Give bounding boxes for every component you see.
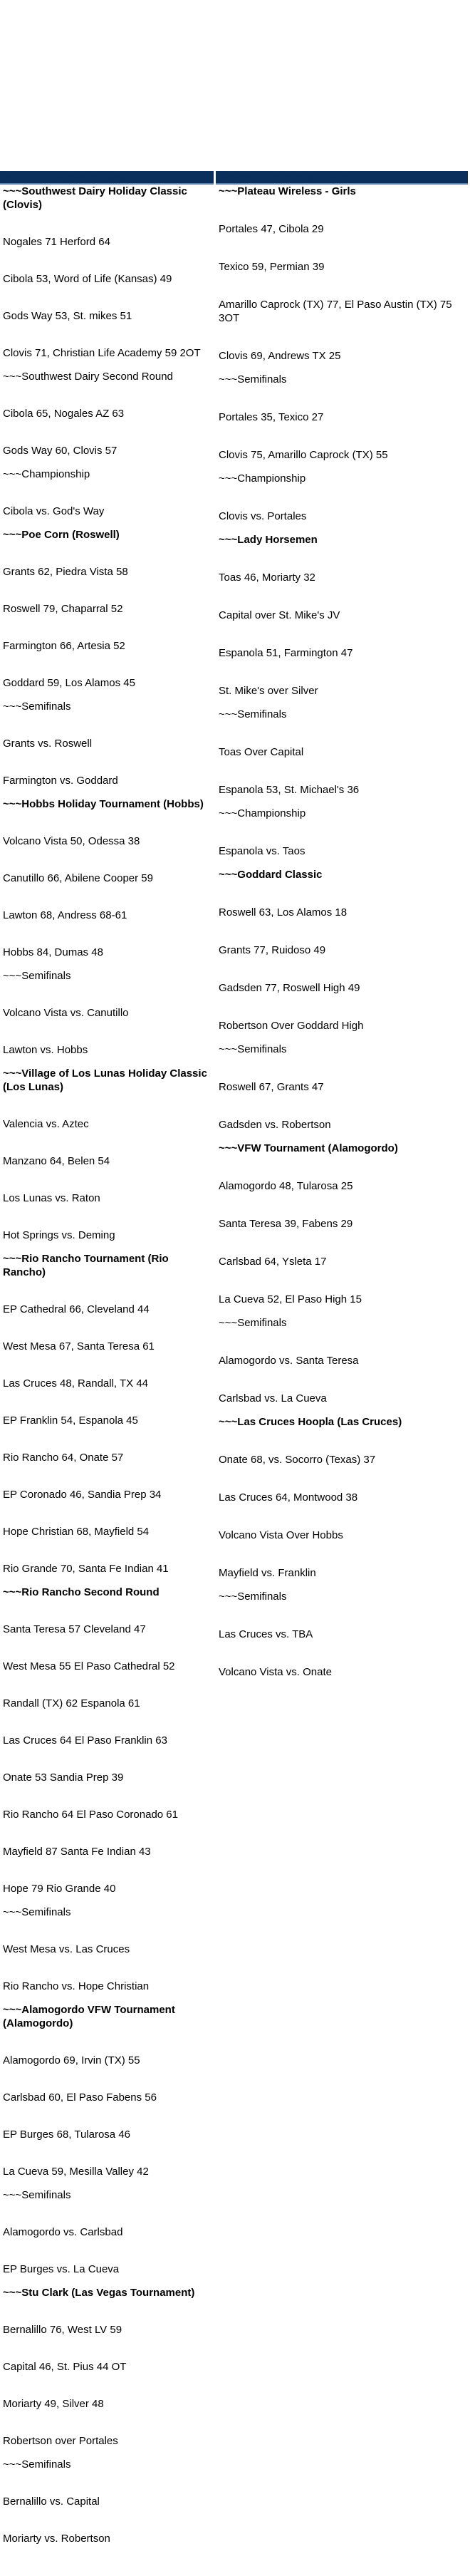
game-result: Hope Christian 68, Mayfield 54 <box>3 1526 150 1538</box>
game-result: EP Cathedral 66, Cleveland 44 <box>3 1303 150 1315</box>
tournament-heading: ~~~Hobbs Holiday Tournament (Hobbs) <box>3 798 204 810</box>
tournament-heading: ~~~Las Cruces Hoopla (Las Cruces) <box>219 1416 402 1428</box>
game-result: Texico 59, Permian 39 <box>219 261 325 273</box>
game-result: Gadsden vs. Robertson <box>219 1119 331 1131</box>
game-result: Roswell 79, Chaparral 52 <box>3 603 123 615</box>
game-result: Rio Grande 70, Santa Fe Indian 41 <box>3 1563 169 1575</box>
game-result: Volcano Vista Over Hobbs <box>219 1529 343 1541</box>
round-heading: ~~~Semifinals <box>3 1906 71 1918</box>
girls-column-header: Girls Holiday Tournament Updates <box>216 171 468 185</box>
game-result: Gadsden 77, Roswell High 49 <box>219 982 360 994</box>
game-result: La Cueva 59, Mesilla Valley 42 <box>3 2166 149 2178</box>
game-result: Rio Rancho 64, Onate 57 <box>3 1452 124 1464</box>
tournament-heading: ~~~Rio Rancho Tournament (Rio Rancho) <box>3 1253 169 1278</box>
tournament-heading: ~~~Southwest Dairy Holiday Classic (Clovis) <box>3 185 187 211</box>
game-result: Lawton 68, Andress 68-61 <box>3 909 127 921</box>
game-result: Goddard 59, Los Alamos 45 <box>3 677 135 689</box>
round-heading: ~~~Semifinals <box>3 970 71 982</box>
game-result: Cibola 65, Nogales AZ 63 <box>3 408 125 420</box>
game-result: Espanola 53, St. Michael's 36 <box>219 784 360 796</box>
game-result: Nogales 71 Herford 64 <box>3 236 110 248</box>
round-heading: ~~~Semifinals <box>219 1317 287 1329</box>
game-result: Clovis 75, Amarillo Caprock (TX) 55 <box>219 449 388 461</box>
game-result: Moriarty vs. Robertson <box>3 2533 110 2545</box>
girls-tournament-column <box>216 171 468 1703</box>
game-result: Robertson over Portales <box>3 2435 118 2447</box>
tournament-heading: ~~~Alamogordo VFW Tournament (Alamogordo) <box>3 2004 175 2029</box>
game-result: St. Mike's over Silver <box>219 685 318 697</box>
game-result: Randall (TX) 62 Espanola 61 <box>3 1697 140 1709</box>
game-result: Capital over St. Mike's JV <box>219 609 340 621</box>
game-result: Las Cruces vs. TBA <box>219 1628 313 1640</box>
tournament-heading: ~~~VFW Tournament (Alamogordo) <box>219 1142 398 1154</box>
game-result: Espanola 51, Farmington 47 <box>219 647 353 659</box>
game-result: West Mesa 55 El Paso Cathedral 52 <box>3 1660 175 1672</box>
game-result: Grants vs. Roswell <box>3 738 93 750</box>
game-result: Cibola vs. God's Way <box>3 505 105 517</box>
game-result: Toas Over Capital <box>219 746 304 758</box>
game-result: Manzano 64, Belen 54 <box>3 1155 110 1167</box>
game-result: Volcano Vista vs. Onate <box>219 1666 332 1678</box>
game-result: Mayfield vs. Franklin <box>219 1567 316 1579</box>
game-result: Capital 46, St. Pius 44 OT <box>3 2361 127 2373</box>
tournament-heading: ~~~Rio Rancho Second Round <box>3 1586 160 1598</box>
tournament-heading: ~~~Lady Horsemen <box>219 534 318 546</box>
game-result: Volcano Vista vs. Canutillo <box>3 1007 129 1019</box>
round-heading: ~~~Semifinals <box>219 373 287 386</box>
game-result: Onate 68, vs. Socorro (Texas) 37 <box>219 1454 376 1466</box>
game-result: EP Burges 68, Tularosa 46 <box>3 2128 131 2141</box>
game-result: Roswell 63, Los Alamos 18 <box>219 906 348 919</box>
game-result: Las Cruces 48, Randall, TX 44 <box>3 1377 149 1390</box>
round-heading: ~~~Semifinals <box>219 1590 287 1603</box>
game-result: Carlsbad 64, Ysleta 17 <box>219 1256 327 1268</box>
game-result: Hope 79 Rio Grande 40 <box>3 1883 116 1895</box>
round-heading: ~~~Championship <box>219 472 306 485</box>
game-result: West Mesa vs. Las Cruces <box>3 1943 130 1955</box>
game-result: Los Lunas vs. Raton <box>3 1192 100 1204</box>
round-heading: ~~~Semifinals <box>3 2189 71 2201</box>
tournament-heading: ~~~Stu Clark (Las Vegas Tournament) <box>3 2287 195 2299</box>
game-result: Amarillo Caprock (TX) 77, El Paso Austin (TX) 75 3OT <box>219 299 452 324</box>
game-result: Rio Rancho vs. Hope Christian <box>3 1980 150 1992</box>
game-result: Portales 47, Cibola 29 <box>219 223 324 235</box>
round-heading: ~~~Championship <box>3 468 90 480</box>
tournament-heading: ~~~Poe Corn (Roswell) <box>3 529 120 541</box>
round-heading: ~~~Championship <box>219 807 306 819</box>
game-result: Mayfield 87 Santa Fe Indian 43 <box>3 1846 151 1858</box>
game-result: Rio Rancho 64 El Paso Coronado 61 <box>3 1809 178 1821</box>
round-heading: ~~~Semifinals <box>219 708 287 720</box>
game-result: Grants 77, Ruidoso 49 <box>219 944 326 956</box>
game-result: Robertson Over Goddard High <box>219 1020 364 1032</box>
game-result: Las Cruces 64, Montwood 38 <box>219 1491 358 1504</box>
game-result: Santa Teresa 57 Cleveland 47 <box>3 1623 146 1635</box>
game-result: Moriarty 49, Silver 48 <box>3 2398 104 2410</box>
game-result: Lawton vs. Hobbs <box>3 1044 88 1056</box>
game-result: Espanola vs. Taos <box>219 845 306 857</box>
game-result: Toas 46, Moriarty 32 <box>219 571 315 584</box>
tournament-heading: ~~~Plateau Wireless - Girls <box>219 185 356 197</box>
game-result: Bernalillo 76, West LV 59 <box>3 2324 122 2336</box>
game-result: Clovis vs. Portales <box>219 510 307 522</box>
game-result: EP Franklin 54, Espanola 45 <box>3 1414 138 1427</box>
game-result: Roswell 67, Grants 47 <box>219 1081 324 1093</box>
game-result: Gods Way 53, St. mikes 51 <box>3 310 132 322</box>
game-result: Cibola 53, Word of Life (Kansas) 49 <box>3 273 172 285</box>
game-result: Las Cruces 64 El Paso Franklin 63 <box>3 1734 167 1747</box>
game-result: EP Burges vs. La Cueva <box>3 2263 120 2275</box>
game-result: Santa Teresa 39, Fabens 29 <box>219 1218 353 1230</box>
round-heading: ~~~Semifinals <box>3 2458 71 2471</box>
game-result: Grants 62, Piedra Vista 58 <box>3 566 128 578</box>
game-result: Carlsbad vs. La Cueva <box>219 1392 327 1405</box>
game-result: West Mesa 67, Santa Teresa 61 <box>3 1340 155 1352</box>
round-heading: ~~~Southwest Dairy Second Round <box>3 371 173 383</box>
game-result: Alamogordo vs. Santa Teresa <box>219 1355 359 1367</box>
round-heading: ~~~Semifinals <box>3 700 71 713</box>
game-result: Alamogordo vs. Carlsbad <box>3 2226 123 2238</box>
game-result: Hobbs 84, Dumas 48 <box>3 946 103 958</box>
game-result: Gods Way 60, Clovis 57 <box>3 445 118 457</box>
game-result: Valencia vs. Aztec <box>3 1118 89 1130</box>
game-result: Hot Springs vs. Deming <box>3 1229 115 1241</box>
game-result: Farmington vs. Goddard <box>3 775 118 787</box>
game-result: Portales 35, Texico 27 <box>219 411 324 423</box>
game-result: Alamogordo 48, Tularosa 25 <box>219 1180 353 1192</box>
game-result: Clovis 69, Andrews TX 25 <box>219 350 341 362</box>
game-result: La Cueva 52, El Paso High 15 <box>219 1293 362 1305</box>
game-result: Onate 53 Sandia Prep 39 <box>3 1771 124 1784</box>
game-result: Alamogordo 69, Irvin (TX) 55 <box>3 2054 140 2067</box>
game-result: Canutillo 66, Abilene Cooper 59 <box>3 872 153 884</box>
game-result: Volcano Vista 50, Odessa 38 <box>3 835 140 847</box>
game-result: Bernalillo vs. Capital <box>3 2495 100 2508</box>
round-heading: ~~~Semifinals <box>219 1043 287 1055</box>
game-result: Clovis 71, Christian Life Academy 59 2OT <box>3 347 201 359</box>
game-result: Carlsbad 60, El Paso Fabens 56 <box>3 2091 157 2104</box>
tournament-heading: ~~~Goddard Classic <box>219 869 323 881</box>
boys-tournament-column <box>0 171 216 2569</box>
tournament-columns <box>0 171 470 2569</box>
game-result: Farmington 66, Artesia 52 <box>3 640 125 652</box>
game-result: EP Coronado 46, Sandia Prep 34 <box>3 1489 162 1501</box>
tournament-heading: ~~~Village of Los Lunas Holiday Classic (Los Lunas) <box>3 1067 207 1093</box>
boys-column-header: Boys Holiday Tournament Updates <box>0 171 214 185</box>
